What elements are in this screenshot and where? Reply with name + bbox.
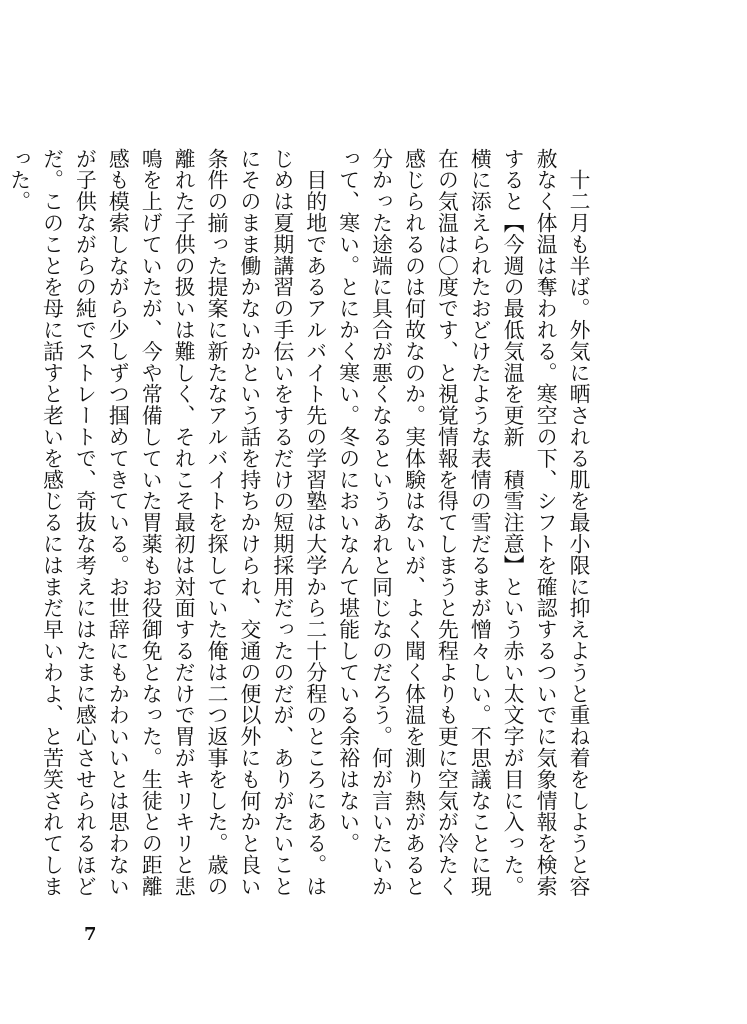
paragraph-2: 目的地であるアルバイト先の学習塾は大学から二十分程のところにある。はじめは夏期講習の手伝いをするだけの短期採用だったのだが、ありがたいことにそのまま働かないかという話を持ちかけられ、交通の便以外にも何かと良い条件の揃った提案に新たなアルバイトを探していた俺は二つ返事をした。歳の離れた子供の扱いは難しく、それこそ最初は対面するだけで胃がキリキリと悲鳴を上げていたが、今や常備していた胃薬もお役御免となった。生徒との距離感も模索しながら少しずつ掴めてきている。お世辞にもかわいいとは思わないが子供ながらの純でストレートで、奇抜な考えにはたまに感心させられるほどだ。このことを母に話すと老いを感じるにはまだ早いわよ、と苦笑されてしまった。 bbox=[6, 148, 327, 897]
paragraph-3-dialogue bbox=[0, 148, 2, 900]
page-number: 7 bbox=[84, 924, 97, 945]
body-text bbox=[6, 148, 594, 900]
paragraph-1: 十二月も半ば。外気に晒される肌を最小限に抑えようと重ね着をしようと容赦なく体温は奪われる。寒空の下、シフトを確認するついでに気象情報を検索すると【今週の最低気温を更新 積雪注意】という赤い太文字が目に入った。横に添えられたおどけたような表情の雪だるまが憎々しい。不思議なことに現在の気温は〇度です、と視覚情報を得てしまうと先程よりも更に空気が冷たく感じられるのは何故なのか。実体験はないが、よく聞く体温を測り熱があると分かった途端に具合が悪くなるというあれと同じなのだろう。何が言いたいかって、寒い。とにかく寒い。冬のにおいなんて堪能している余裕はない。 bbox=[335, 148, 590, 897]
